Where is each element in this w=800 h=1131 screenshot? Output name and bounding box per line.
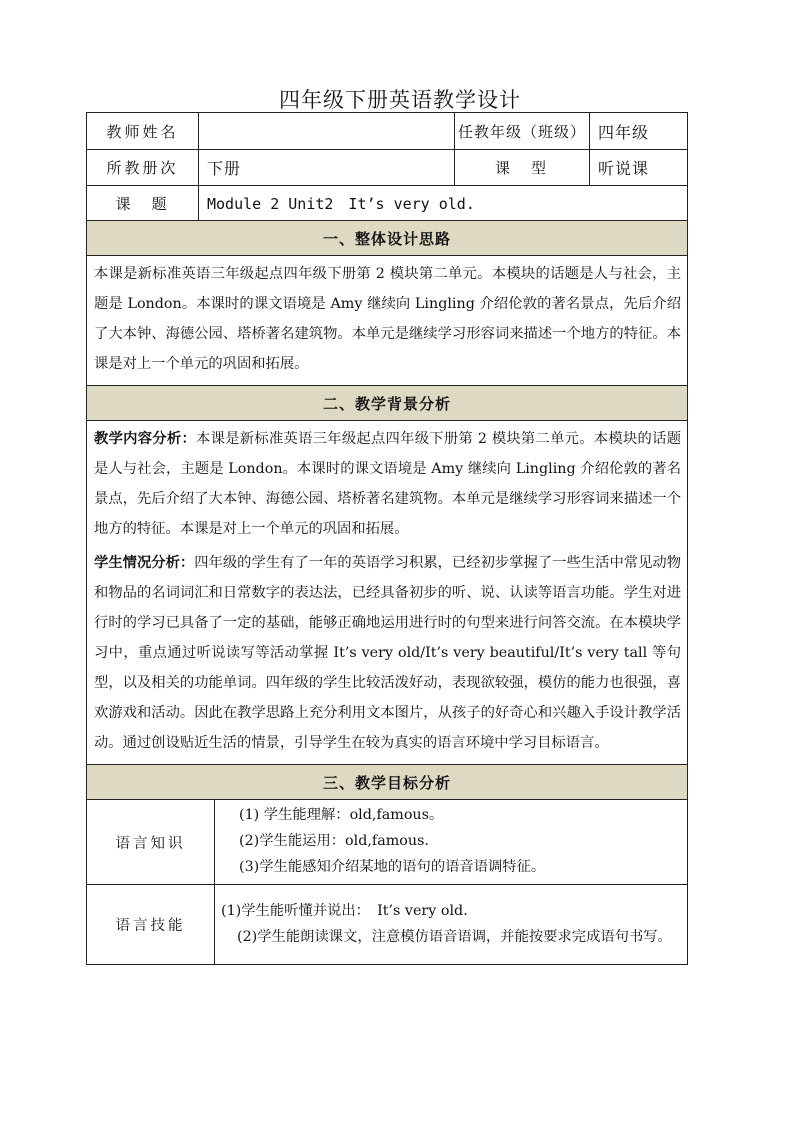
- row-volume: [87, 150, 688, 186]
- skills-item: (2)学生能朗读课文，注意模仿语音语调，并能按要求完成语句书写。: [237, 928, 672, 945]
- section-background-header-row: [87, 386, 688, 421]
- knowledge-item: (2)学生能运用：old,famous.: [239, 833, 429, 849]
- section-background-heading: 二、教学背景分析: [87, 386, 688, 421]
- topic-label: 课 题: [87, 186, 199, 221]
- student-analysis-text: 四年级的学生有了一年的英语学习积累，已经初步掌握了一些生活中常见动物和物品的名词词汇和日常数字的表达法，已经具备初步的听、说、认读等语言功能。学生对进行时的学习已具备了一定的基础，能够正确地运用进行时的句型来进行问答交流。在本模块学习中，重点通过听说读写等活动掌握 It’s very old/It’s very beautiful/It’s very tall 等句型，以及相关的功能单词。四年级的学生比较活泼好动，表现欲较强，模仿的能力也很强，喜欢游戏和活动。因此在教学思路上充分利用文本图片，从孩子的好奇心和兴趣入手设计教学活动。通过创设贴近生活的情景，引导学生在较为真实的语言环境中学习目标语言。: [94, 555, 682, 751]
- section-design-heading: 一、整体设计思路: [87, 221, 688, 256]
- row-topic: [87, 186, 688, 221]
- knowledge-item: (3)学生能感知介绍某地的语句的语音语调特征。: [239, 859, 546, 875]
- student-analysis-label: 学生情况分析：: [94, 555, 195, 571]
- volume-value: 下册: [199, 150, 455, 186]
- section-goals-heading: 三、教学目标分析: [87, 765, 688, 800]
- teacher-value: [199, 113, 455, 150]
- grade-value: 四年级: [590, 113, 688, 150]
- volume-label: 所教册次: [87, 150, 199, 186]
- section-background-body-row: [87, 421, 688, 765]
- section-goals-header-row: [87, 765, 688, 800]
- topic-value: Module 2 Unit2 It’s very old.: [199, 186, 688, 221]
- design-paragraph: [87, 256, 688, 386]
- skills-items: [215, 885, 688, 965]
- skills-label: 语言技能: [87, 885, 215, 965]
- knowledge-items: [215, 800, 688, 885]
- content-analysis-label: 教学内容分析：: [94, 431, 197, 447]
- content-analysis: [94, 424, 681, 544]
- goal-knowledge-row: [87, 800, 688, 885]
- background-paragraphs: [87, 421, 688, 765]
- knowledge-label: 语言知识: [87, 800, 215, 885]
- document-title: 四年级下册英语教学设计: [279, 88, 521, 112]
- design-text: 本课是新标准英语三年级起点四年级下册第 2 模块第二单元。本模块的话题是人与社会，主题是 London。本课时的课文语境是 Amy 继续向 Lingling 介绍伦敦的著名景点，先后介绍了大本钟、海德公园、塔桥著名建筑物。本单元是继续学习形容词来描述一个地方的特征。本课是对上一个单元的巩固和拓展。: [94, 266, 681, 372]
- knowledge-item: (1) 学生能理解：old,famous。: [239, 807, 444, 823]
- student-analysis: [94, 548, 681, 758]
- row-teacher: [87, 113, 688, 150]
- lesson-type-value: 听说课: [590, 150, 688, 186]
- section-design-body-row: [87, 256, 688, 386]
- section-design-header-row: [87, 221, 688, 256]
- goal-skills-row: [87, 885, 688, 965]
- skills-item: (1)学生能听懂并说出： It’s very old.: [221, 902, 468, 919]
- teacher-label: 教师姓名: [87, 113, 199, 150]
- lesson-plan-table: [86, 112, 688, 965]
- content-analysis-text: 本课是新标准英语三年级起点四年级下册第 2 模块第二单元。本模块的话题是人与社会，主题是 London。本课时的课文语境是 Amy 继续向 Lingling 介绍伦敦的著名景点，先后介绍了大本钟、海德公园、塔桥著名建筑物。本单元是继续学习形容词来描述一个地方的特征。本课是对上一个单元的巩固和拓展。: [94, 431, 681, 537]
- lesson-type-label: 课 型: [455, 150, 590, 186]
- grade-label: 任教年级（班级）: [455, 113, 590, 150]
